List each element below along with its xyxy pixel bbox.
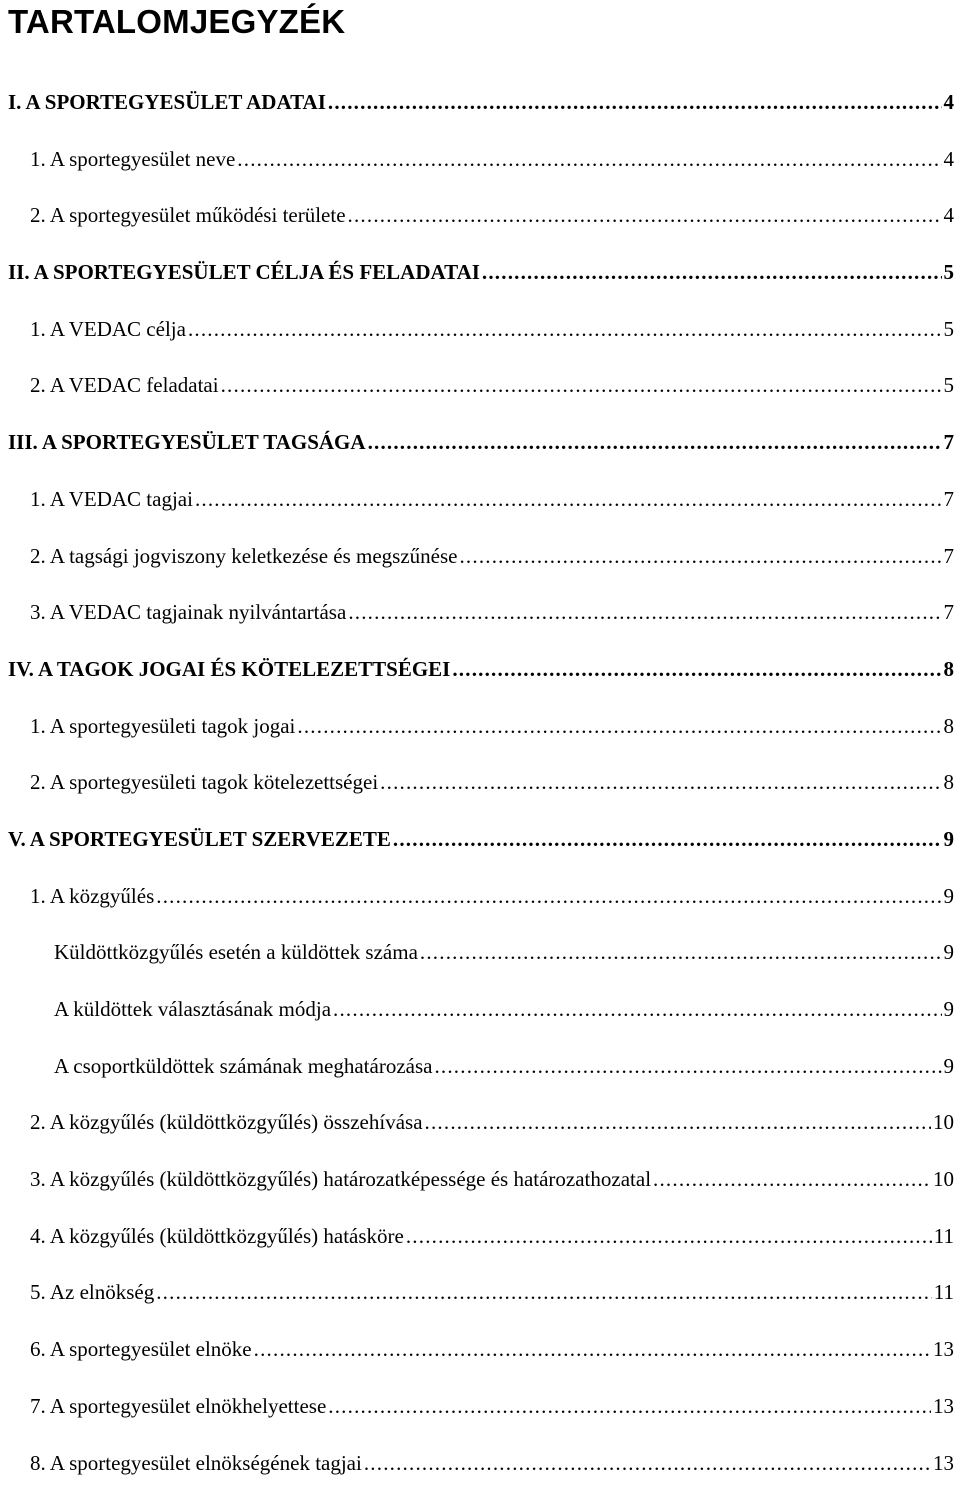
toc-entry-title: V. A SPORTEGYESÜLET SZERVEZETE [8,811,391,868]
toc-page-number: 9 [944,1038,955,1095]
toc-page-number: 4 [944,187,955,244]
dot-leader [348,584,941,641]
dot-leader [328,74,942,131]
toc-entry-title: 7. A sportegyesület elnökhelyettese [30,1378,326,1435]
toc-page-number: 9 [944,811,955,868]
toc-page-number: 9 [944,981,955,1038]
dot-leader [188,301,942,358]
toc-page-number: 7 [944,584,955,641]
toc-entry[interactable] [0,641,960,698]
dot-leader [406,1208,932,1265]
toc-entry[interactable] [0,187,960,244]
toc-entry[interactable] [0,754,960,811]
toc-page-number: 8 [944,698,955,755]
toc-entry-title: 3. A VEDAC tagjainak nyilvántartása [30,584,346,641]
dot-leader [156,1264,932,1321]
toc-page-number: 7 [944,414,955,471]
toc-entry-title: 2. A tagsági jogviszony keletkezése és megszűnése [30,528,457,585]
toc-entry-title: II. A SPORTEGYESÜLET CÉLJA ÉS FELADATAI [8,244,480,301]
dot-leader [434,1038,941,1095]
toc-entry-title: 1. A VEDAC tagjai [30,471,193,528]
dot-leader [237,131,941,188]
toc-entry[interactable] [0,244,960,301]
toc-entry-title: 8. A sportegyesület elnökségének tagjai [30,1435,362,1491]
toc-entry[interactable] [0,1208,960,1265]
toc-page-number: 4 [944,131,955,188]
dot-leader [297,698,941,755]
dot-leader [482,244,942,301]
dot-leader [653,1151,931,1208]
toc-page-number: 10 [933,1094,954,1151]
toc-entry-title: 1. A közgyűlés [30,868,154,925]
toc-entry[interactable] [0,811,960,868]
toc-page-number: 8 [944,754,955,811]
dot-leader [452,641,941,698]
dot-leader [364,1435,931,1491]
toc-page-number: 13 [933,1435,954,1491]
page-title: TARTALOMJEGYZÉK [8,2,345,42]
toc-entry-title: 1. A sportegyesület neve [30,131,235,188]
toc-page-number: 13 [933,1321,954,1378]
toc-entry-title: 4. A közgyűlés (küldöttközgyűlés) hatásköre [30,1208,404,1265]
toc-entry[interactable] [0,1378,960,1435]
toc-entry-title: Küldöttközgyűlés esetén a küldöttek száma [54,924,418,981]
table-of-contents [0,74,960,1491]
toc-page-number: 11 [934,1264,954,1321]
dot-leader [368,414,942,471]
toc-entry[interactable] [0,1094,960,1151]
toc-page-number: 5 [944,244,955,301]
dot-leader [425,1094,931,1151]
toc-entry-title: A csoportküldöttek számának meghatározása [54,1038,432,1095]
toc-entry[interactable] [0,868,960,925]
toc-entry[interactable] [0,74,960,131]
dot-leader [393,811,942,868]
dot-leader [156,868,941,925]
toc-page-number: 10 [933,1151,954,1208]
toc-entry-title: 1. A VEDAC célja [30,301,186,358]
toc-entry[interactable] [0,981,960,1038]
toc-entry-title: IV. A TAGOK JOGAI ÉS KÖTELEZETTSÉGEI [8,641,450,698]
dot-leader [348,187,942,244]
toc-page-number: 13 [933,1378,954,1435]
dot-leader [380,754,941,811]
toc-entry[interactable] [0,584,960,641]
dot-leader [254,1321,931,1378]
toc-page-number: 5 [944,357,955,414]
dot-leader [459,528,941,585]
toc-page-number: 9 [944,868,955,925]
dot-leader [420,924,942,981]
toc-entry[interactable] [0,1151,960,1208]
toc-entry-title: 2. A sportegyesület működési területe [30,187,346,244]
toc-entry-title: 1. A sportegyesületi tagok jogai [30,698,295,755]
toc-entry[interactable] [0,357,960,414]
toc-entry-title: 2. A VEDAC feladatai [30,357,219,414]
toc-entry[interactable] [0,528,960,585]
toc-page-number: 9 [944,924,955,981]
toc-entry-title: 3. A közgyűlés (küldöttközgyűlés) határozatképessége és határozathozatal [30,1151,651,1208]
toc-entry-title: I. A SPORTEGYESÜLET ADATAI [8,74,326,131]
toc-entry[interactable] [0,698,960,755]
dot-leader [333,981,941,1038]
toc-entry-title: 6. A sportegyesület elnöke [30,1321,252,1378]
dot-leader [221,357,942,414]
toc-entry[interactable] [0,131,960,188]
toc-entry[interactable] [0,1321,960,1378]
toc-page-number: 11 [934,1208,954,1265]
toc-page-number: 7 [944,528,955,585]
toc-page-number: 5 [944,301,955,358]
dot-leader [328,1378,931,1435]
toc-entry-title: 2. A közgyűlés (küldöttközgyűlés) összehívása [30,1094,423,1151]
toc-entry[interactable] [0,1038,960,1095]
toc-page-number: 4 [944,74,955,131]
toc-entry[interactable] [0,924,960,981]
dot-leader [195,471,942,528]
toc-entry-title: A küldöttek választásának módja [54,981,331,1038]
toc-entry-title: 5. Az elnökség [30,1264,154,1321]
toc-page-number: 7 [944,471,955,528]
toc-entry[interactable] [0,301,960,358]
toc-entry[interactable] [0,471,960,528]
toc-entry-title: 2. A sportegyesületi tagok kötelezettségei [30,754,378,811]
toc-entry[interactable] [0,414,960,471]
toc-entry[interactable] [0,1435,960,1491]
toc-page-number: 8 [944,641,955,698]
toc-entry[interactable] [0,1264,960,1321]
toc-entry-title: III. A SPORTEGYESÜLET TAGSÁGA [8,414,366,471]
